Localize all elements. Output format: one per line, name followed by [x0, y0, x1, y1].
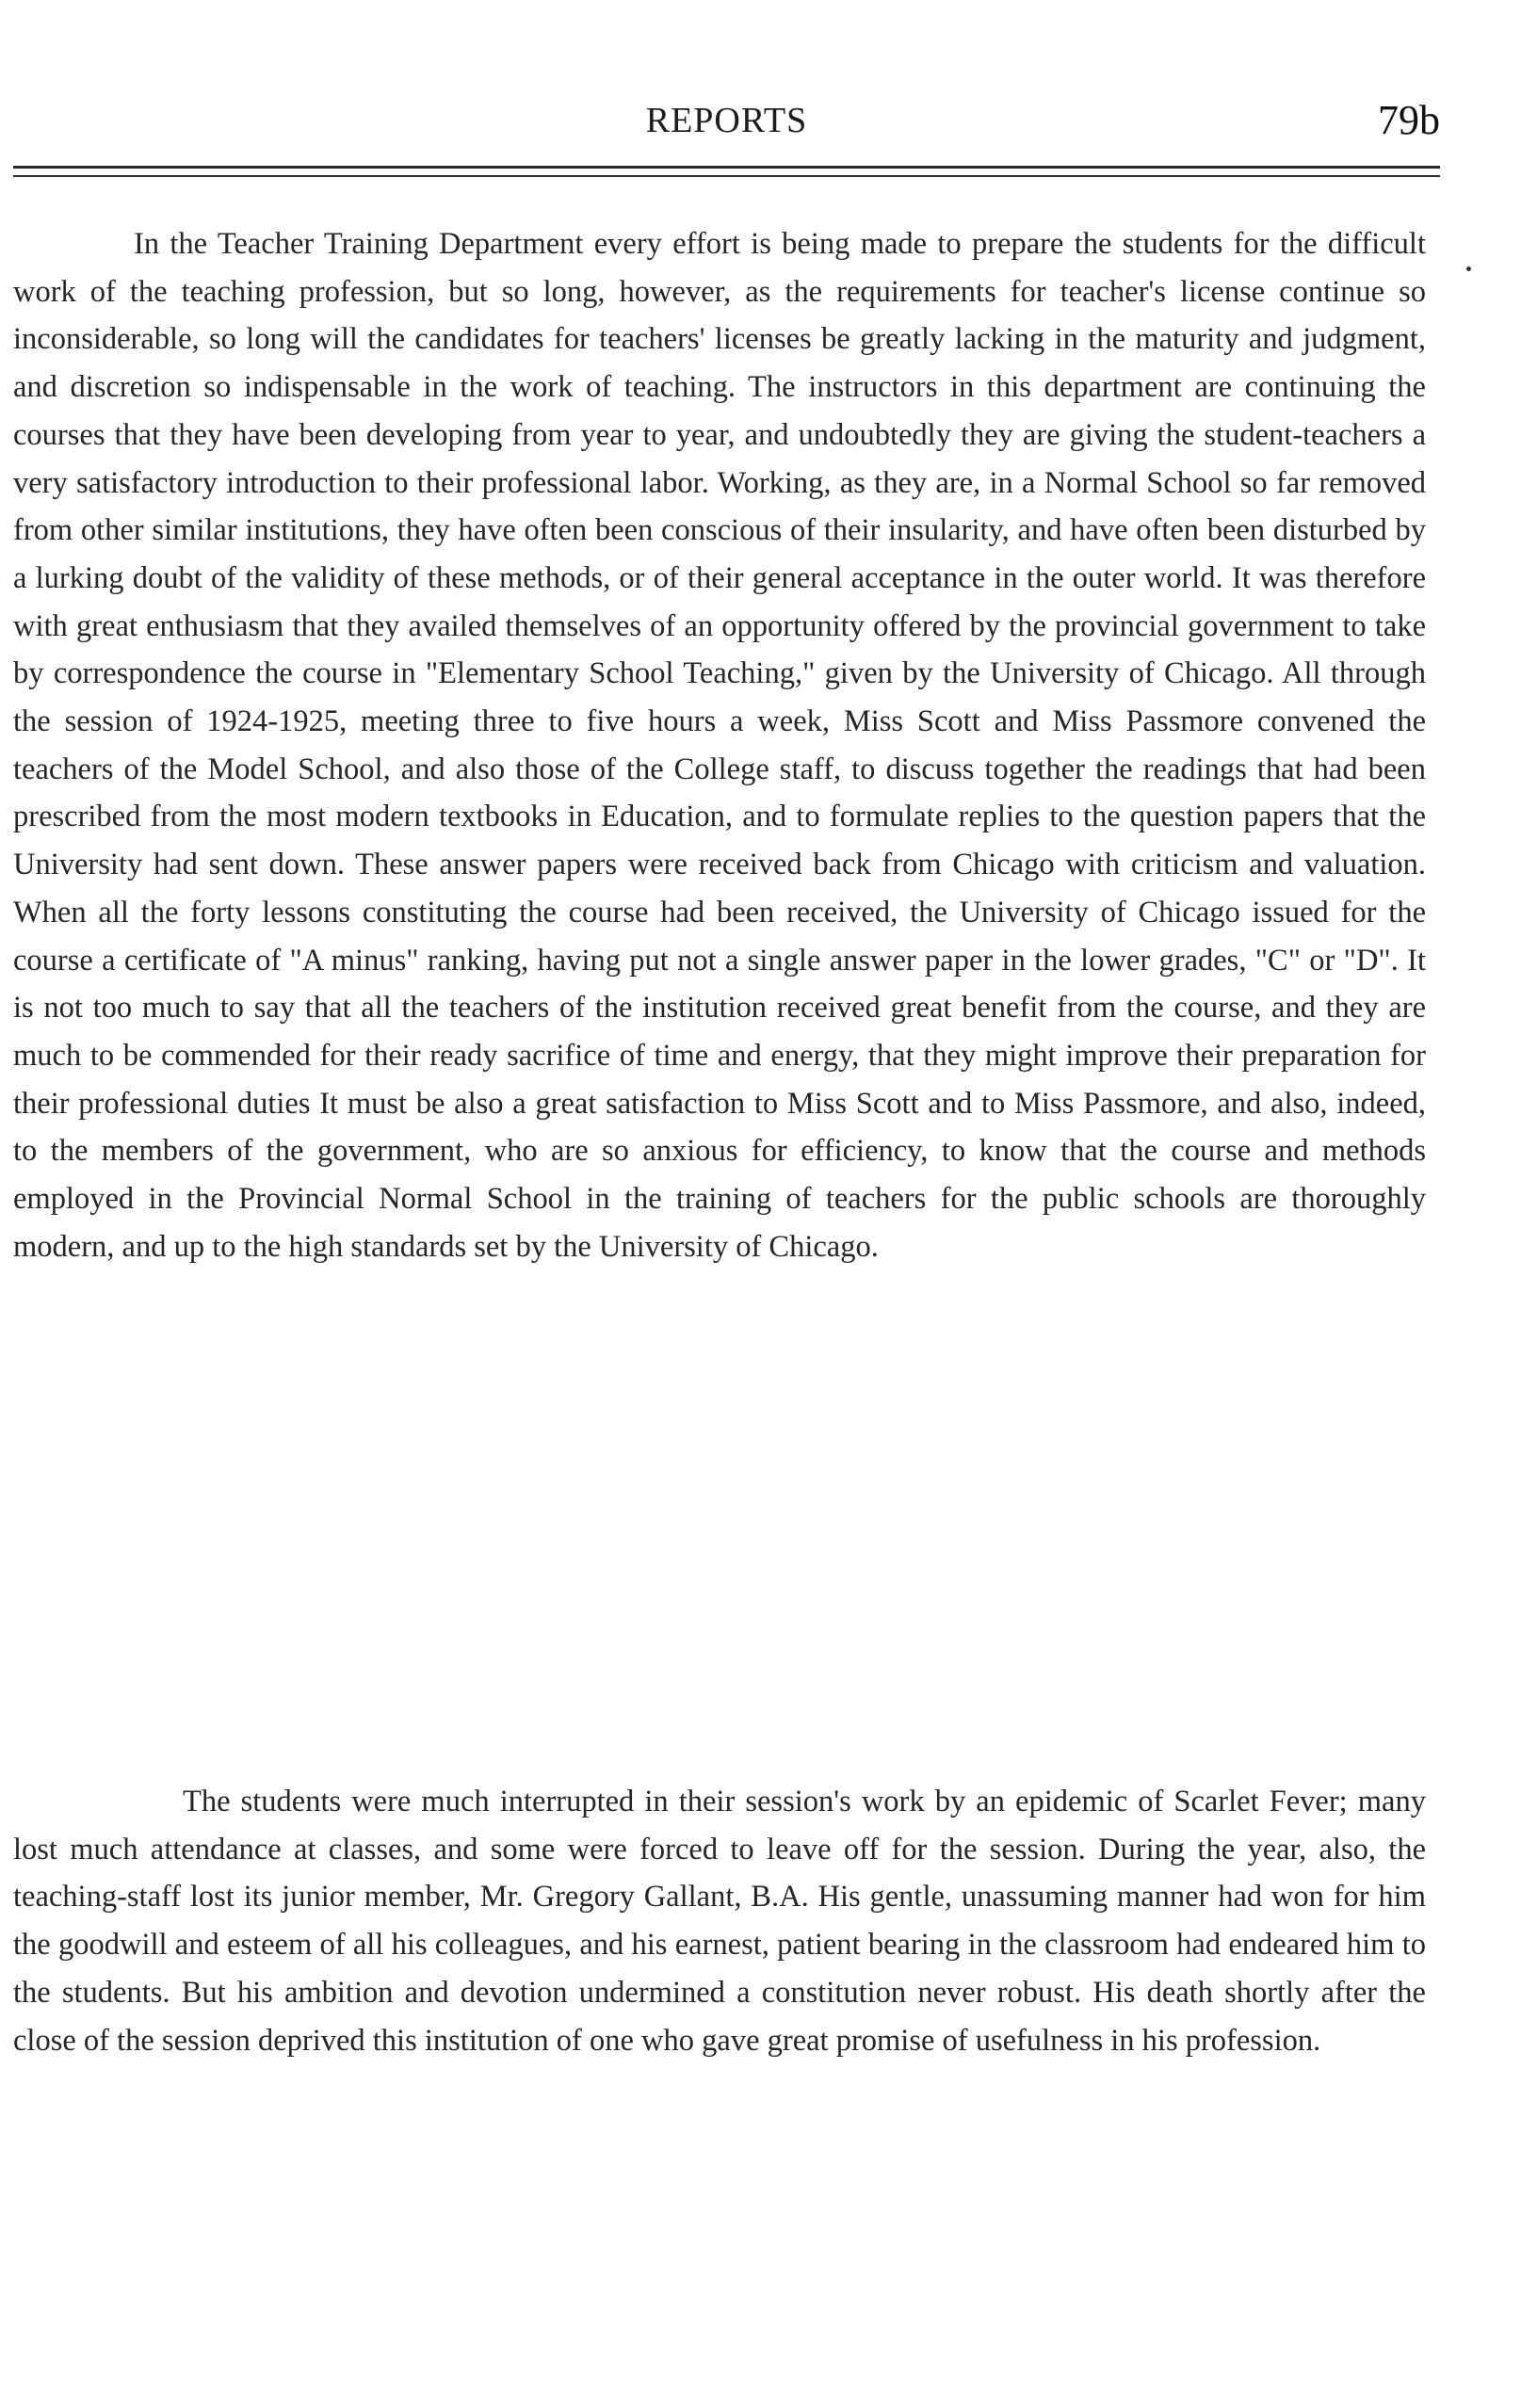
- print-speck: [1466, 267, 1471, 271]
- paragraph-teacher-training: In the Teacher Training Department every effort is being made to prepare the students for the difficult work of the teaching profession, but so long, however, as the requirements for teacher's license continue so inconsiderable, so long will the candidates for teachers' licenses be greatly lacking in the maturity and judgment, and discretion so indispensable in the work of teaching. The instructors in this department are continuing the courses that they have been developing from year to year, and undoubtedly they are giving the student-teachers a very satisfactory introduction to their professional labor. Working, as they are, in a Normal School so far removed from other similar institutions, they have often been conscious of their insularity, and have often been disturbed by a lurking doubt of the validity of these methods, or of their general acceptance in the outer world. It was therefore with great enthusiasm that they availed themselves of an opportunity offered by the provincial government to take by correspondence the course in "Elementary School Teaching," given by the University of Chicago. All through the session of 1924-1925, meeting three to five hours a week, Miss Scott and Miss Passmore convened the teachers of the Model School, and also those of the College staff, to discuss together the readings that had been prescribed from the most modern textbooks in Education, and to formulate replies to the question papers that the University had sent down. These answer papers were received back from Chicago with criticism and valuation. When all the forty lessons constituting the course had been received, the University of Chicago issued for the course a certificate of "A minus" ranking, having put not a single answer paper in the lower grades, "C" or "D". It is not too much to say that all the teachers of the institution received great benefit from the course, and they are much to be commended for their ready sacrifice of time and energy, that they might improve their preparation for their professional duties It must be also a great satisfaction to Miss Scott and to Miss Passmore, and also, indeed, to the members of the government, who are so anxious for efficiency, to know that the course and methods employed in the Provincial Normal School in the training of teachers for the public schools are thoroughly modern, and up to the high standards set by the University of Chicago.: [13, 227, 1426, 1264]
- page-header: [13, 94, 1440, 151]
- page-number: 79b: [1378, 97, 1440, 143]
- header-rule-top: [13, 166, 1440, 169]
- paragraph-scarlet-fever: The students were much interrupted in their session's work by an epidemic of Scarlet Fever; many lost much attendance at classes, and some were forced to leave off for the session. During the year, also, the teaching-staff lost its junior member, Mr. Gregory Gallant, B.A. His gentle, unassuming manner had won for him the goodwill and esteem of all his colleagues, and his earnest, patient bearing in the classroom had endeared him to the students. But his ambition and devotion undermined a constitution never robust. His death shortly after the close of the session deprived this institution of one who gave great promise of usefulness in his profession.: [13, 1785, 1426, 2058]
- running-head: REPORTS: [645, 101, 808, 140]
- header-rule-bottom: [13, 175, 1440, 177]
